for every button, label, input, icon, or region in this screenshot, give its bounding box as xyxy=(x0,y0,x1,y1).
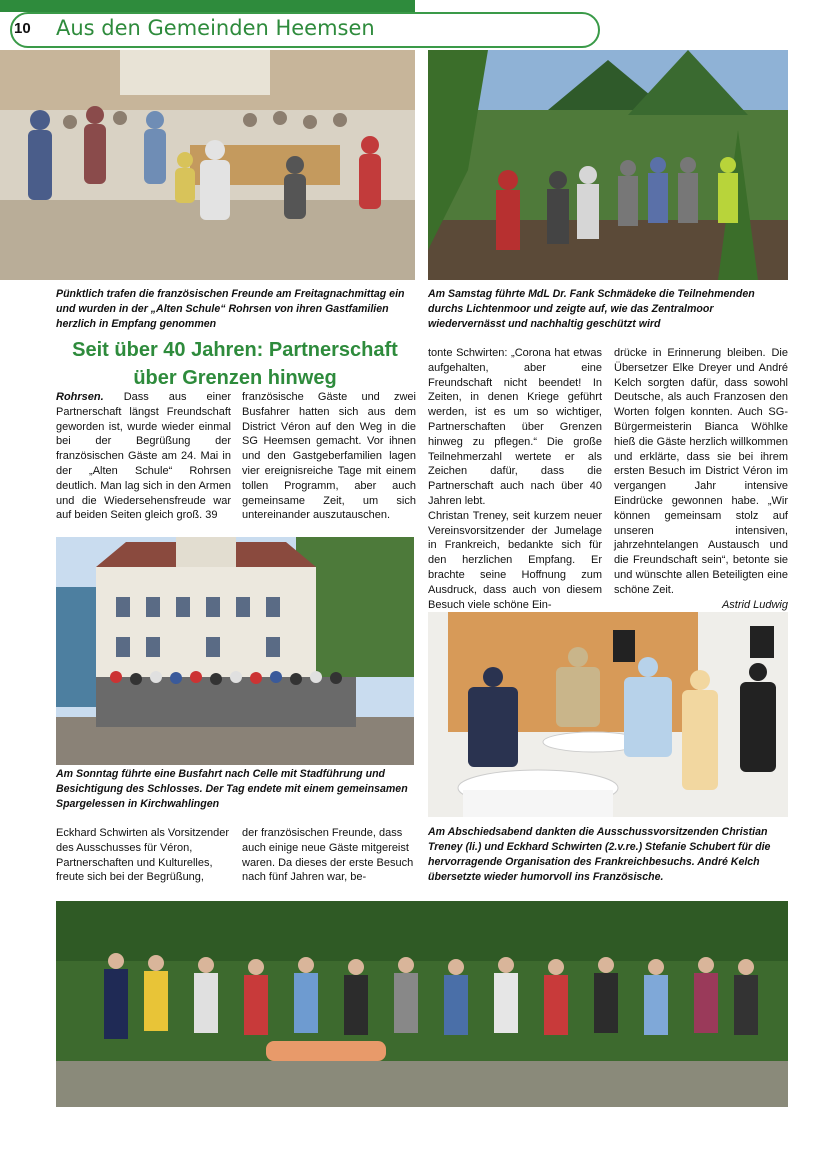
caption-celle-photo: Am Sonntag führte eine Busfahrt nach Celle mit Stadführung und Besichtigung des Schlosses. Der Tag endete mit einem gemeinsamen Spargelessen in Kirchwahlingen xyxy=(56,768,408,810)
group-indoor-photo xyxy=(0,50,415,280)
section-title: Aus den Gemeinden Heemsen xyxy=(56,16,375,40)
article-col3-para1: tonte Schwirten: „Corona hat etwas aufgehalten, aber eine Freundschaft nicht beendet! In Zeiten, in denen Kriege geführt werden, ist es um so wichtiger, Partnerschaften über Grenzen hinweg zu pflegen.“ Die große Teilnehmerzahl wertete er als Zeichen dafür, dass die Partnerschaft auch nach über 40 Jahren lebt. xyxy=(428,347,602,507)
article-author: Astrid Ludwig xyxy=(721,598,788,611)
caption-indoor-photo: Pünktlich trafen die französischen Freunde am Freitagnachmittag ein und wurden in der „Alten Schule“ Rohrsen von ihren Gastfamilien herzlich in Empfang genommen xyxy=(56,288,405,330)
moor-forest-photo xyxy=(428,50,788,280)
dateline-city: Rohrsen. xyxy=(56,391,104,403)
article-headline: Seit über 40 Jahren: Partnerschaft über Grenzen hinweg xyxy=(72,339,398,389)
article-column-2: französische Gäste und zwei Busfahrer hatten sich aus dem District Véron auf den Weg in die SG Heemsen gemacht. Vor ihnen und den Gastgeberfamilien lagen vier ereignisreiche Tage mit einem tollen Programm, aber auch gemeinsame Zeit, um sich untereinander auszutauschen. xyxy=(242,391,416,522)
article-lower-column-2: der französischen Freunde, dass auch einige neue Gäste mitgereist waren. Da dieses der erste Besuch nach fünf Jahren war, be- xyxy=(242,827,414,884)
header-green-bar xyxy=(0,0,415,12)
celle-castle-photo xyxy=(56,537,414,765)
article-col4-text: drücke in Erinnerung bleiben. Die Übersetzer Elke Dreyer und André Kelch sorgten dafür, dass sowohl Deutsche, als auch Franzosen den Worten folgen konnten. Auch SG-Bürgermeisterin Bianca Wöhlke hieß die Gäste herzlich willkommen und erklärte, dass sie bei ihrem ersten Besuch im District Véron im vergangen Jahr intensive Eindrücke gewonnen habe. „Wir können gemeinsam stolz auf unseren intensiven, jahrzehntelangen Austausch und die Freundschaft sein“, betonte sie und wünschte allen Beteiligten eine schöne Zeit. xyxy=(614,347,788,596)
article-column-3 xyxy=(428,346,602,612)
article-column-1 xyxy=(56,390,231,523)
article-lead-text: Dass aus einer Partnerschaft längst Freundschaft geworden ist, wurde wieder einmal bei der Begrüßung der französischen Gäste am 24. Mai in der „Alten Schule“ Rohrsen deutlich. Man lag sich in den Armen und die Wiedersehensfreude war auf beiden Seiten gleich groß. 39 xyxy=(56,391,231,522)
group-portrait-photo xyxy=(56,901,788,1107)
caption-moor-photo: Am Samstag führte MdL Dr. Fank Schmädeke die Teilnehmenden durchs Lichtenmoor und zeigte auf, wie das Zentralmoor wiedervernässt und nachhaltig geschützt wird xyxy=(428,288,755,330)
page-number: 10 xyxy=(14,20,31,37)
caption-farewell-photo: Am Abschiedsabend dankten die Ausschussvorsitzenden Christian Treney (li.) und Eckhard Schwirten (2.v.re.) Stefanie Schubert für die hervorragende Organisation des Frankreichbesuchs. André Kelch übersetzte wieder humorvoll ins Französische. xyxy=(428,826,771,883)
article-column-4 xyxy=(614,346,788,612)
article-lower-column-1: Eckhard Schwirten als Vorsitzender des Ausschusses für Véron, Partnerschaften und Kulturelles, freute sich bei der Begrüßung, xyxy=(56,827,230,884)
article-col3-para2: Christan Treney, seit kurzem neuer Vereinsvorsitzender der Jumelage in Frankreich, bedankte sich für den herzlichen Empfang. Er brachte seine Hoffnung zum Ausdruck, dass auch von diesem Besuch viele schöne Ein- xyxy=(428,509,602,611)
farewell-evening-photo xyxy=(428,612,788,817)
